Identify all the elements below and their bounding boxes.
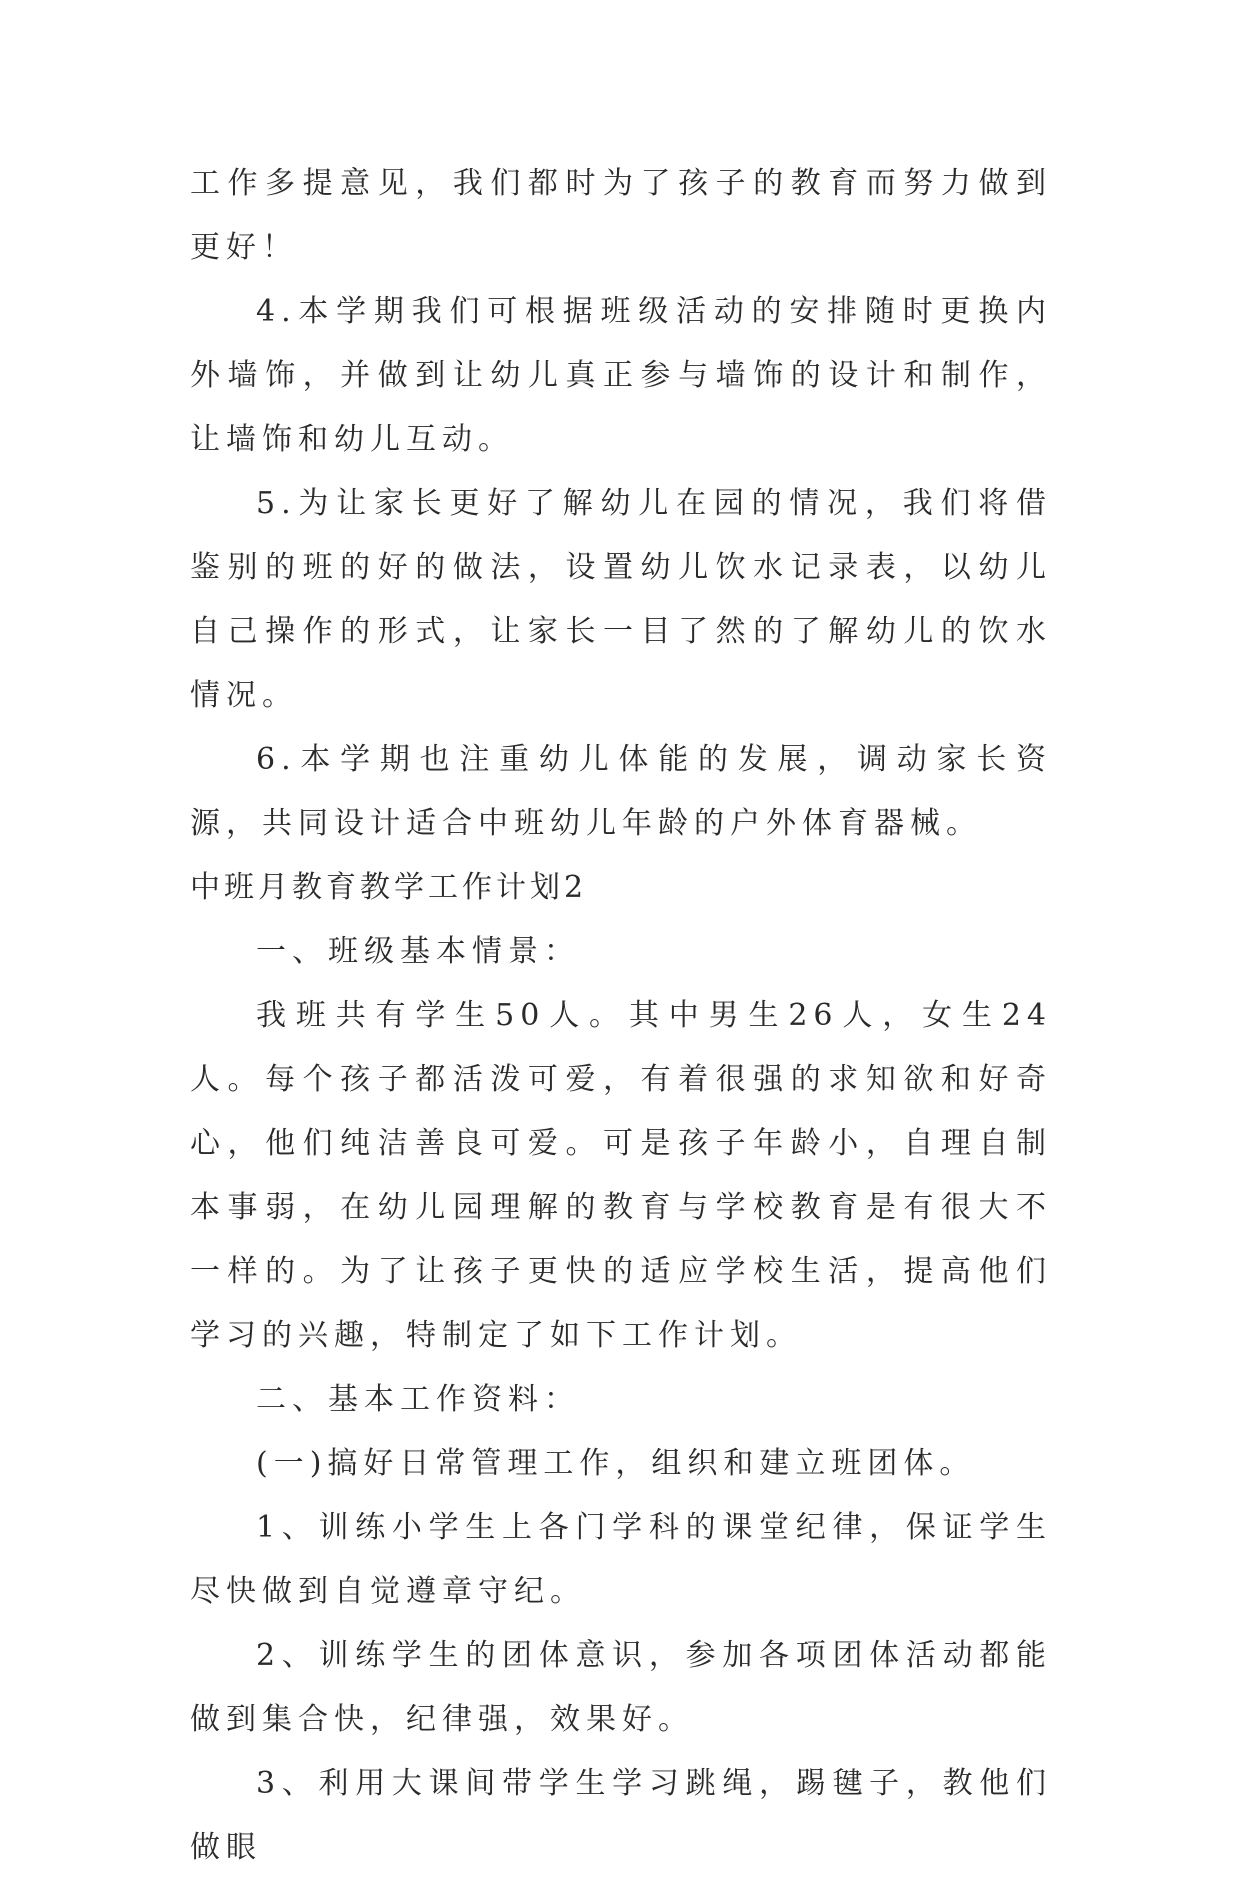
section-heading: 中班月教育教学工作计划2 [190,870,588,905]
subheading-work-content: 二、基本工作资料： [256,1382,580,1417]
paragraph-item-1: 1、训练小学生上各门学科的课堂纪律，保证学生尽快做到自觉遵章守纪。 [190,1510,1052,1609]
paragraph-daily-management: (一)搞好日常管理工作，组织和建立班团体。 [256,1446,976,1481]
paragraph-item-2: 2、训练学生的团体意识，参加各项团体活动都能做到集合快，纪律强，效果好。 [190,1638,1052,1737]
paragraph-item-6: 6.本学期也注重幼儿体能的发展，调动家长资源，共同设计适合中班幼儿年龄的户外体育器械。 [190,742,1052,841]
paragraph-class-description: 我班共有学生50人。其中男生26人，女生24人。每个孩子都活泼可爱，有着很强的求知欲和好奇心，他们纯洁善良可爱。可是孩子年龄小，自理自制本事弱，在幼儿园理解的教育与学校教育是有很大不一样的。为了让孩子更快的适应学校生活，提高他们学习的兴趣，特制定了如下工作计划。 [190,998,1052,1353]
paragraph-closing-line: 工作多提意见，我们都时为了孩子的教育而努力做到更好！ [190,166,1052,265]
paragraph-item-4: 4.本学期我们可根据班级活动的安排随时更换内外墙饰，并做到让幼儿真正参与墙饰的设计和制作，让墙饰和幼儿互动。 [190,294,1052,457]
paragraph-item-3: 3、利用大课间带学生学习跳绳，踢毽子，教他们做眼 [190,1766,1052,1865]
subheading-class-situation: 一、班级基本情景： [256,934,580,969]
document-page [190,152,1052,1880]
paragraph-item-5: 5.为让家长更好了解幼儿在园的情况，我们将借鉴别的班的好的做法，设置幼儿饮水记录表，以幼儿自己操作的形式，让家长一目了然的了解幼儿的饮水情况。 [190,486,1052,713]
